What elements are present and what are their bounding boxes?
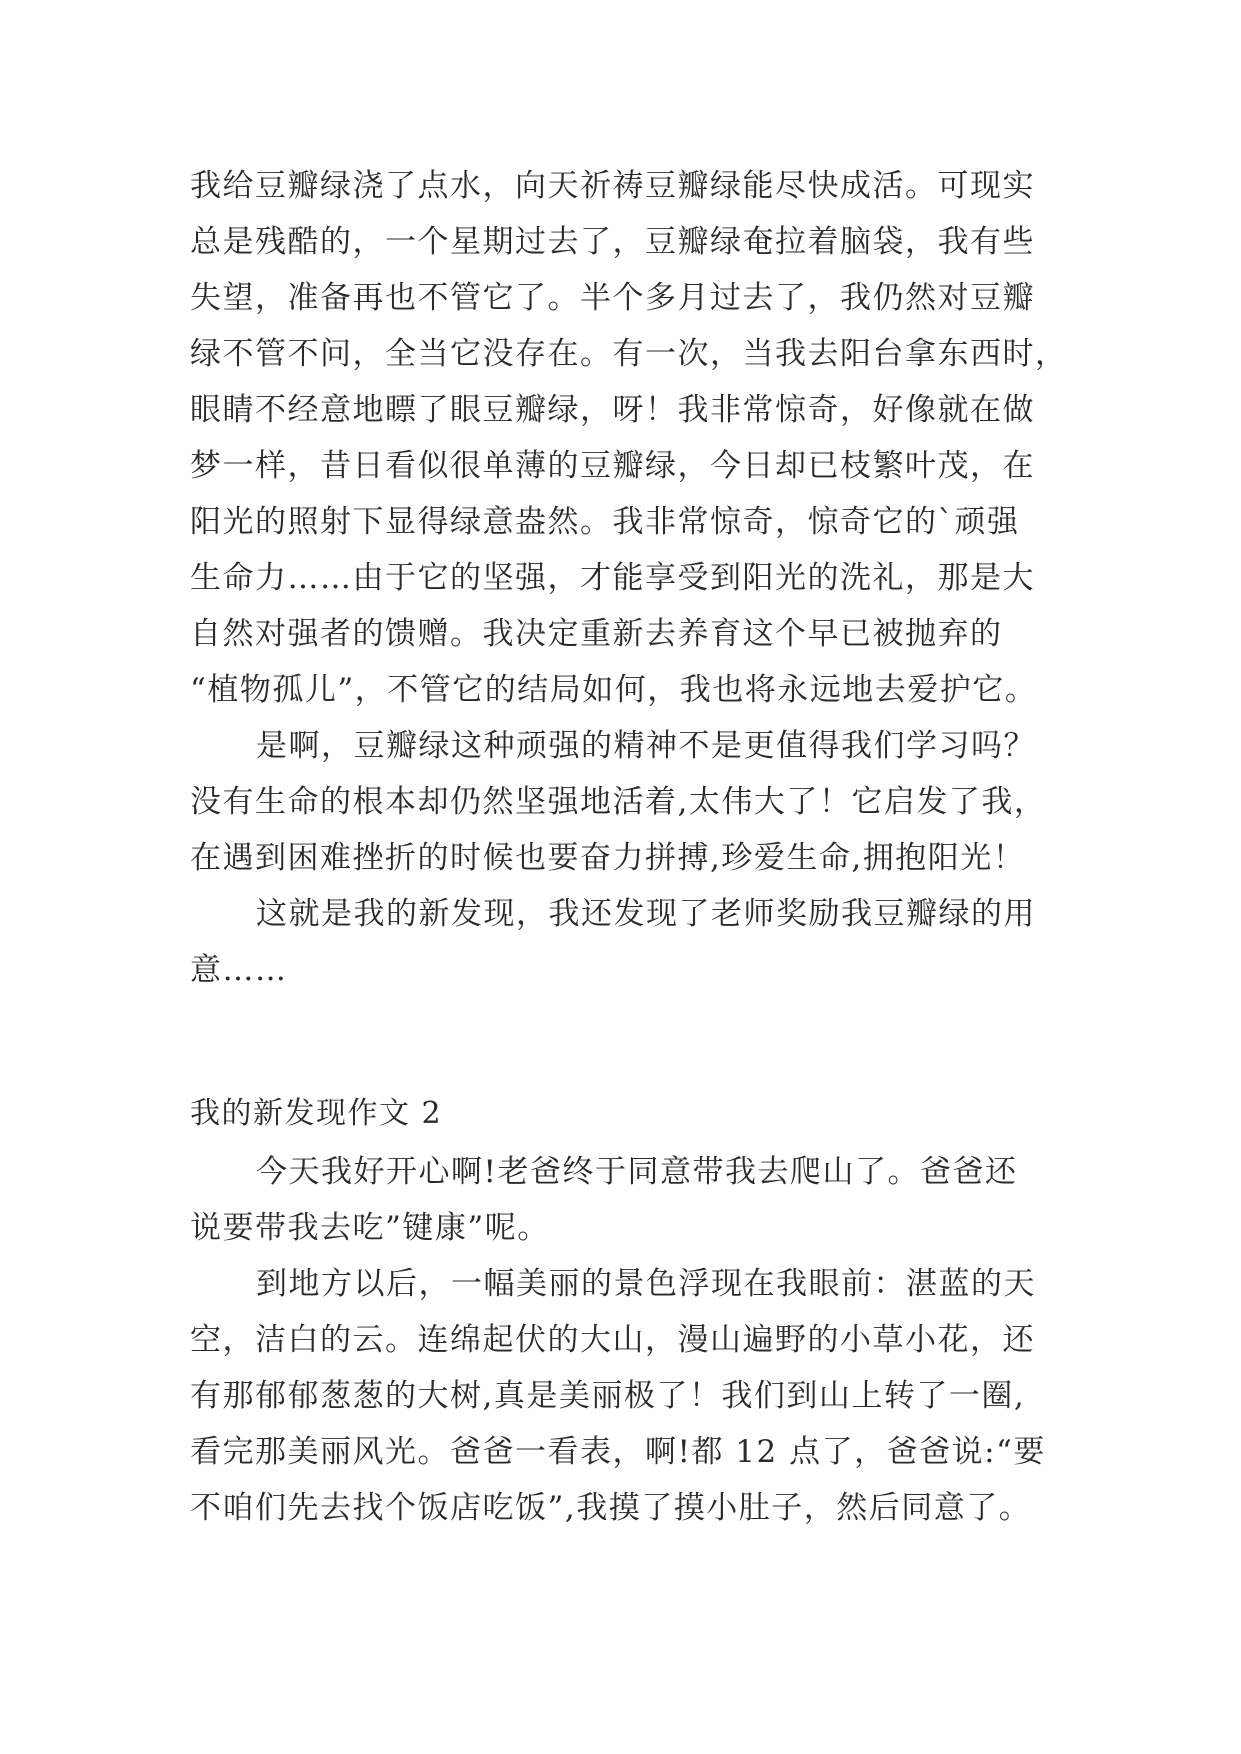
text-line: 眼睛不经意地瞟了眼豆瓣绿，呀！我非常惊奇，好像就在做	[190, 392, 1035, 428]
document-body	[190, 158, 1080, 1536]
text-line: 是啊，豆瓣绿这种顽强的精神不是更值得我们学习吗？	[256, 728, 1036, 764]
text-line: 说要带我去吃”键康”呢。	[190, 1210, 550, 1246]
text-line: 失望，准备再也不管它了。半个多月过去了，我仍然对豆瓣	[190, 280, 1035, 316]
text-line: 梦一样，昔日看似很单薄的豆瓣绿，今日却已枝繁叶茂，在	[190, 448, 1035, 484]
text-line: 在遇到困难挫折的时候也要奋力拼搏,珍爱生命,拥抱阳光！	[190, 840, 1026, 876]
text-line: 空，洁白的云。连绵起伏的大山，漫山遍野的小草小花，还	[190, 1322, 1035, 1358]
paragraph	[190, 1256, 1080, 1536]
text-line: 自然对强者的馈赠。我决定重新去养育这个早已被抛弃的	[190, 616, 1003, 652]
text-line: 我给豆瓣绿浇了点水，向天祈祷豆瓣绿能尽快成活。可现实	[190, 168, 1035, 204]
text-line: 看完那美丽风光。爸爸一看表，啊!都 12 点了，爸爸说:“要	[190, 1434, 1046, 1470]
text-line: 没有生命的根本却仍然坚强地活着,太伟大了！它启发了我，	[190, 784, 1047, 820]
text-line: 到地方以后，一幅美丽的景色浮现在我眼前：湛蓝的天	[256, 1266, 1036, 1302]
paragraph	[190, 718, 1080, 886]
text-line: “植物孤儿”，不管它的结局如何，我也将永远地去爱护它。	[190, 672, 1038, 708]
text-line: 总是残酷的，一个星期过去了，豆瓣绿奄拉着脑袋，我有些	[190, 224, 1035, 260]
paragraph	[190, 158, 1080, 718]
text-line: 阳光的照射下显得绿意盎然。我非常惊奇，惊奇它的`顽强	[190, 504, 1020, 540]
text-line: 绿不管不问，全当它没存在。有一次，当我去阳台拿东西时，	[190, 336, 1068, 372]
text-line: 这就是我的新发现，我还发现了老师奖励我豆瓣绿的用	[256, 896, 1036, 932]
text-line: 意……	[190, 952, 288, 988]
text-line: 今天我好开心啊!老爸终于同意带我去爬山了。爸爸还	[256, 1154, 1018, 1190]
section-gap	[190, 998, 1080, 1084]
paragraph	[190, 886, 1080, 998]
section-title: 我的新发现作文 2	[190, 1096, 443, 1131]
text-line: 生命力……由于它的坚强，才能享受到阳光的洗礼，那是大	[190, 560, 1035, 596]
text-line: 有那郁郁葱葱的大树,真是美丽极了！我们到山上转了一圈,	[190, 1378, 1026, 1414]
paragraph	[190, 1144, 1080, 1256]
text-line: 不咱们先去找个饭店吃饭”,我摸了摸小肚子，然后同意了。	[190, 1490, 1032, 1526]
